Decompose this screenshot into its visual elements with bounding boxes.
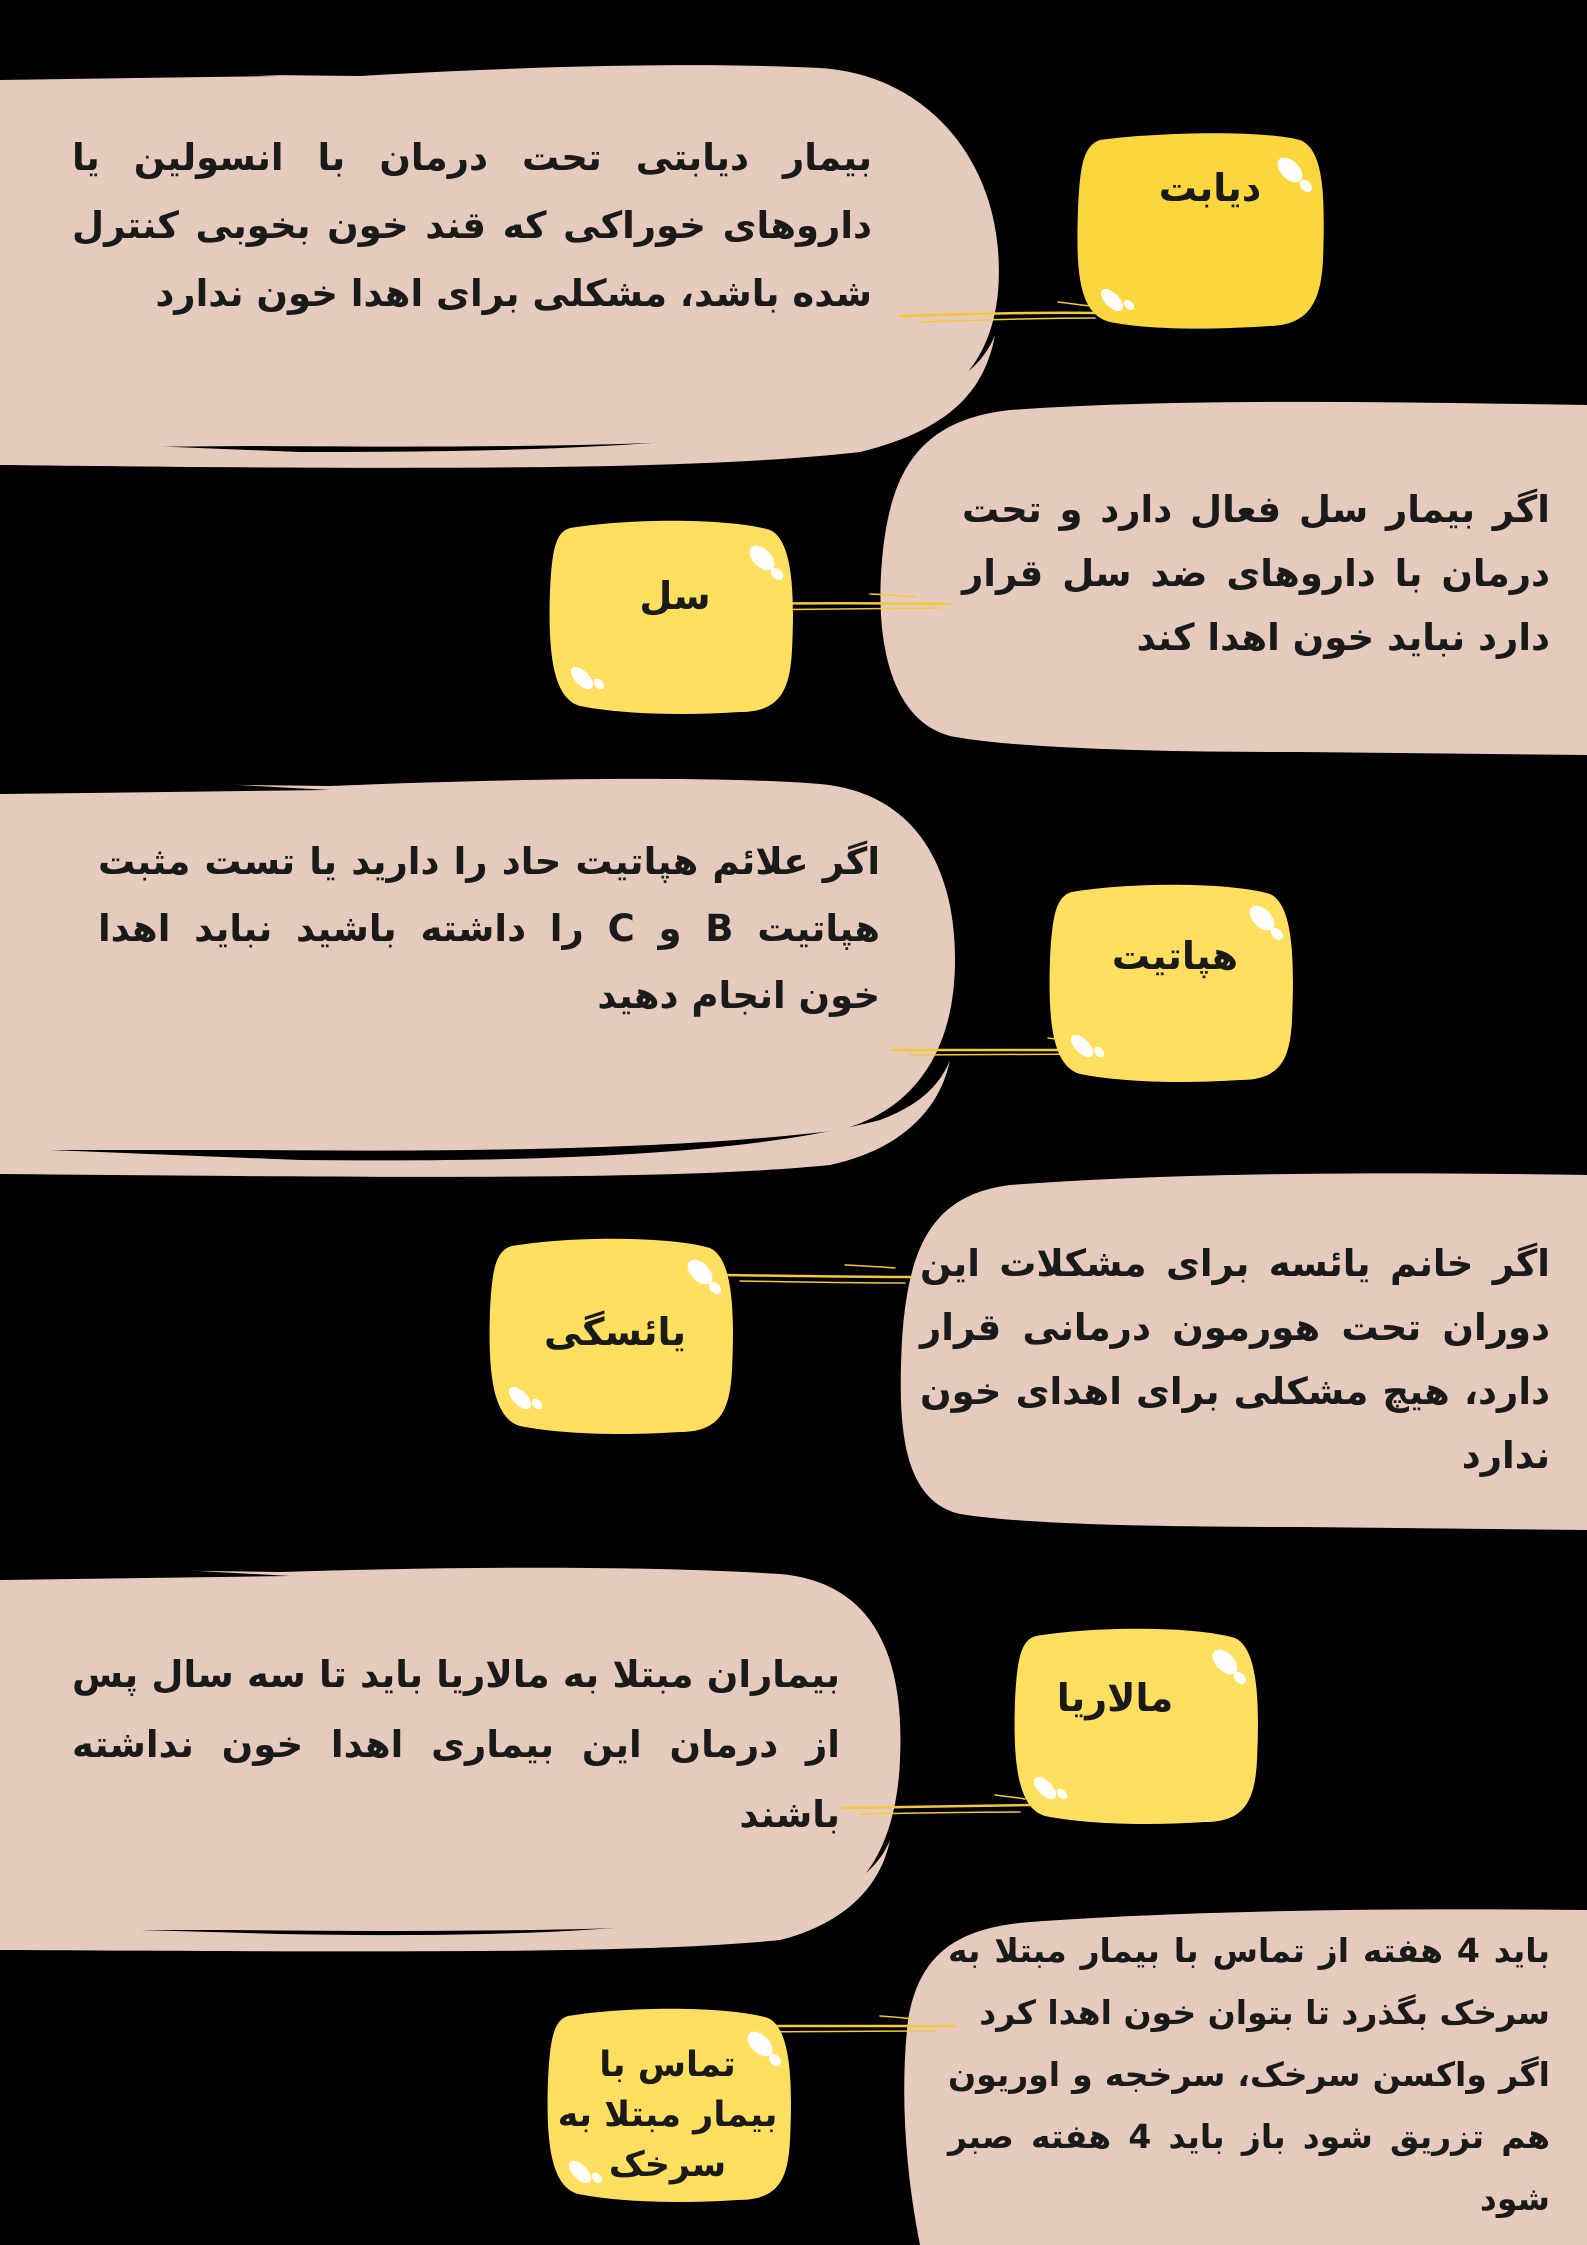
- card-malaria: [1015, 1629, 1258, 1824]
- label-measles: [545, 2040, 790, 2190]
- label-measles-line-1: تماس با: [599, 2045, 736, 2085]
- description-diabetes: بیمار دیابتی تحت درمان با انسولین یا داروهای خوراکی که قند خون بخوبی کنترل شده باشد، مشکلی برای اهدا خون ندارد: [72, 136, 872, 315]
- card-hepatitis: [1050, 885, 1293, 1082]
- description-menopause: اگر خانم یائسه برای مشکلات این دوران تحت هورمون درمانی قرار دارد، هیچ مشکلی برای اهدای خون ندارد: [920, 1242, 1550, 1477]
- description-tb: اگر بیمار سل فعال دارد و تحت درمان با داروهای ضد سل قرار دارد نباید خون اهدا کند: [962, 488, 1550, 659]
- label-measles-line-2: بیمار مبتلا به: [557, 2095, 778, 2135]
- label-tb: سل: [639, 574, 711, 618]
- label-menopause: یائسگی: [543, 1310, 687, 1354]
- label-hepatitis: هپاتیت: [1111, 934, 1239, 978]
- description-measles-line-2: اگر واکسن سرخک، سرخجه و اوریون هم تزریق شود باز باید 4 هفته صبر شود: [948, 2055, 1550, 2218]
- description-malaria: بیماران مبتلا به مالاریا باید تا سه سال پس از درمان این بیماری اهدا خون نداشته باشند: [72, 1653, 840, 1836]
- label-measles-line-3: سرخک: [608, 2145, 727, 2185]
- description-hepatitis: اگر علائم هپاتیت حاد را دارید یا تست مثبت هپاتیت B و C را داشته باشید نباید اهدا خون انجام دهید: [98, 840, 881, 1017]
- label-malaria: مالاریا: [1056, 1676, 1174, 1720]
- description-measles: [948, 1920, 1550, 2230]
- label-diabetes: دیابت: [1158, 166, 1262, 210]
- description-measles-line-1: باید 4 هفته از تماس با بیمار مبتلا به سرخک بگذرد تا بتوان خون اهدا کرد: [948, 1931, 1550, 2032]
